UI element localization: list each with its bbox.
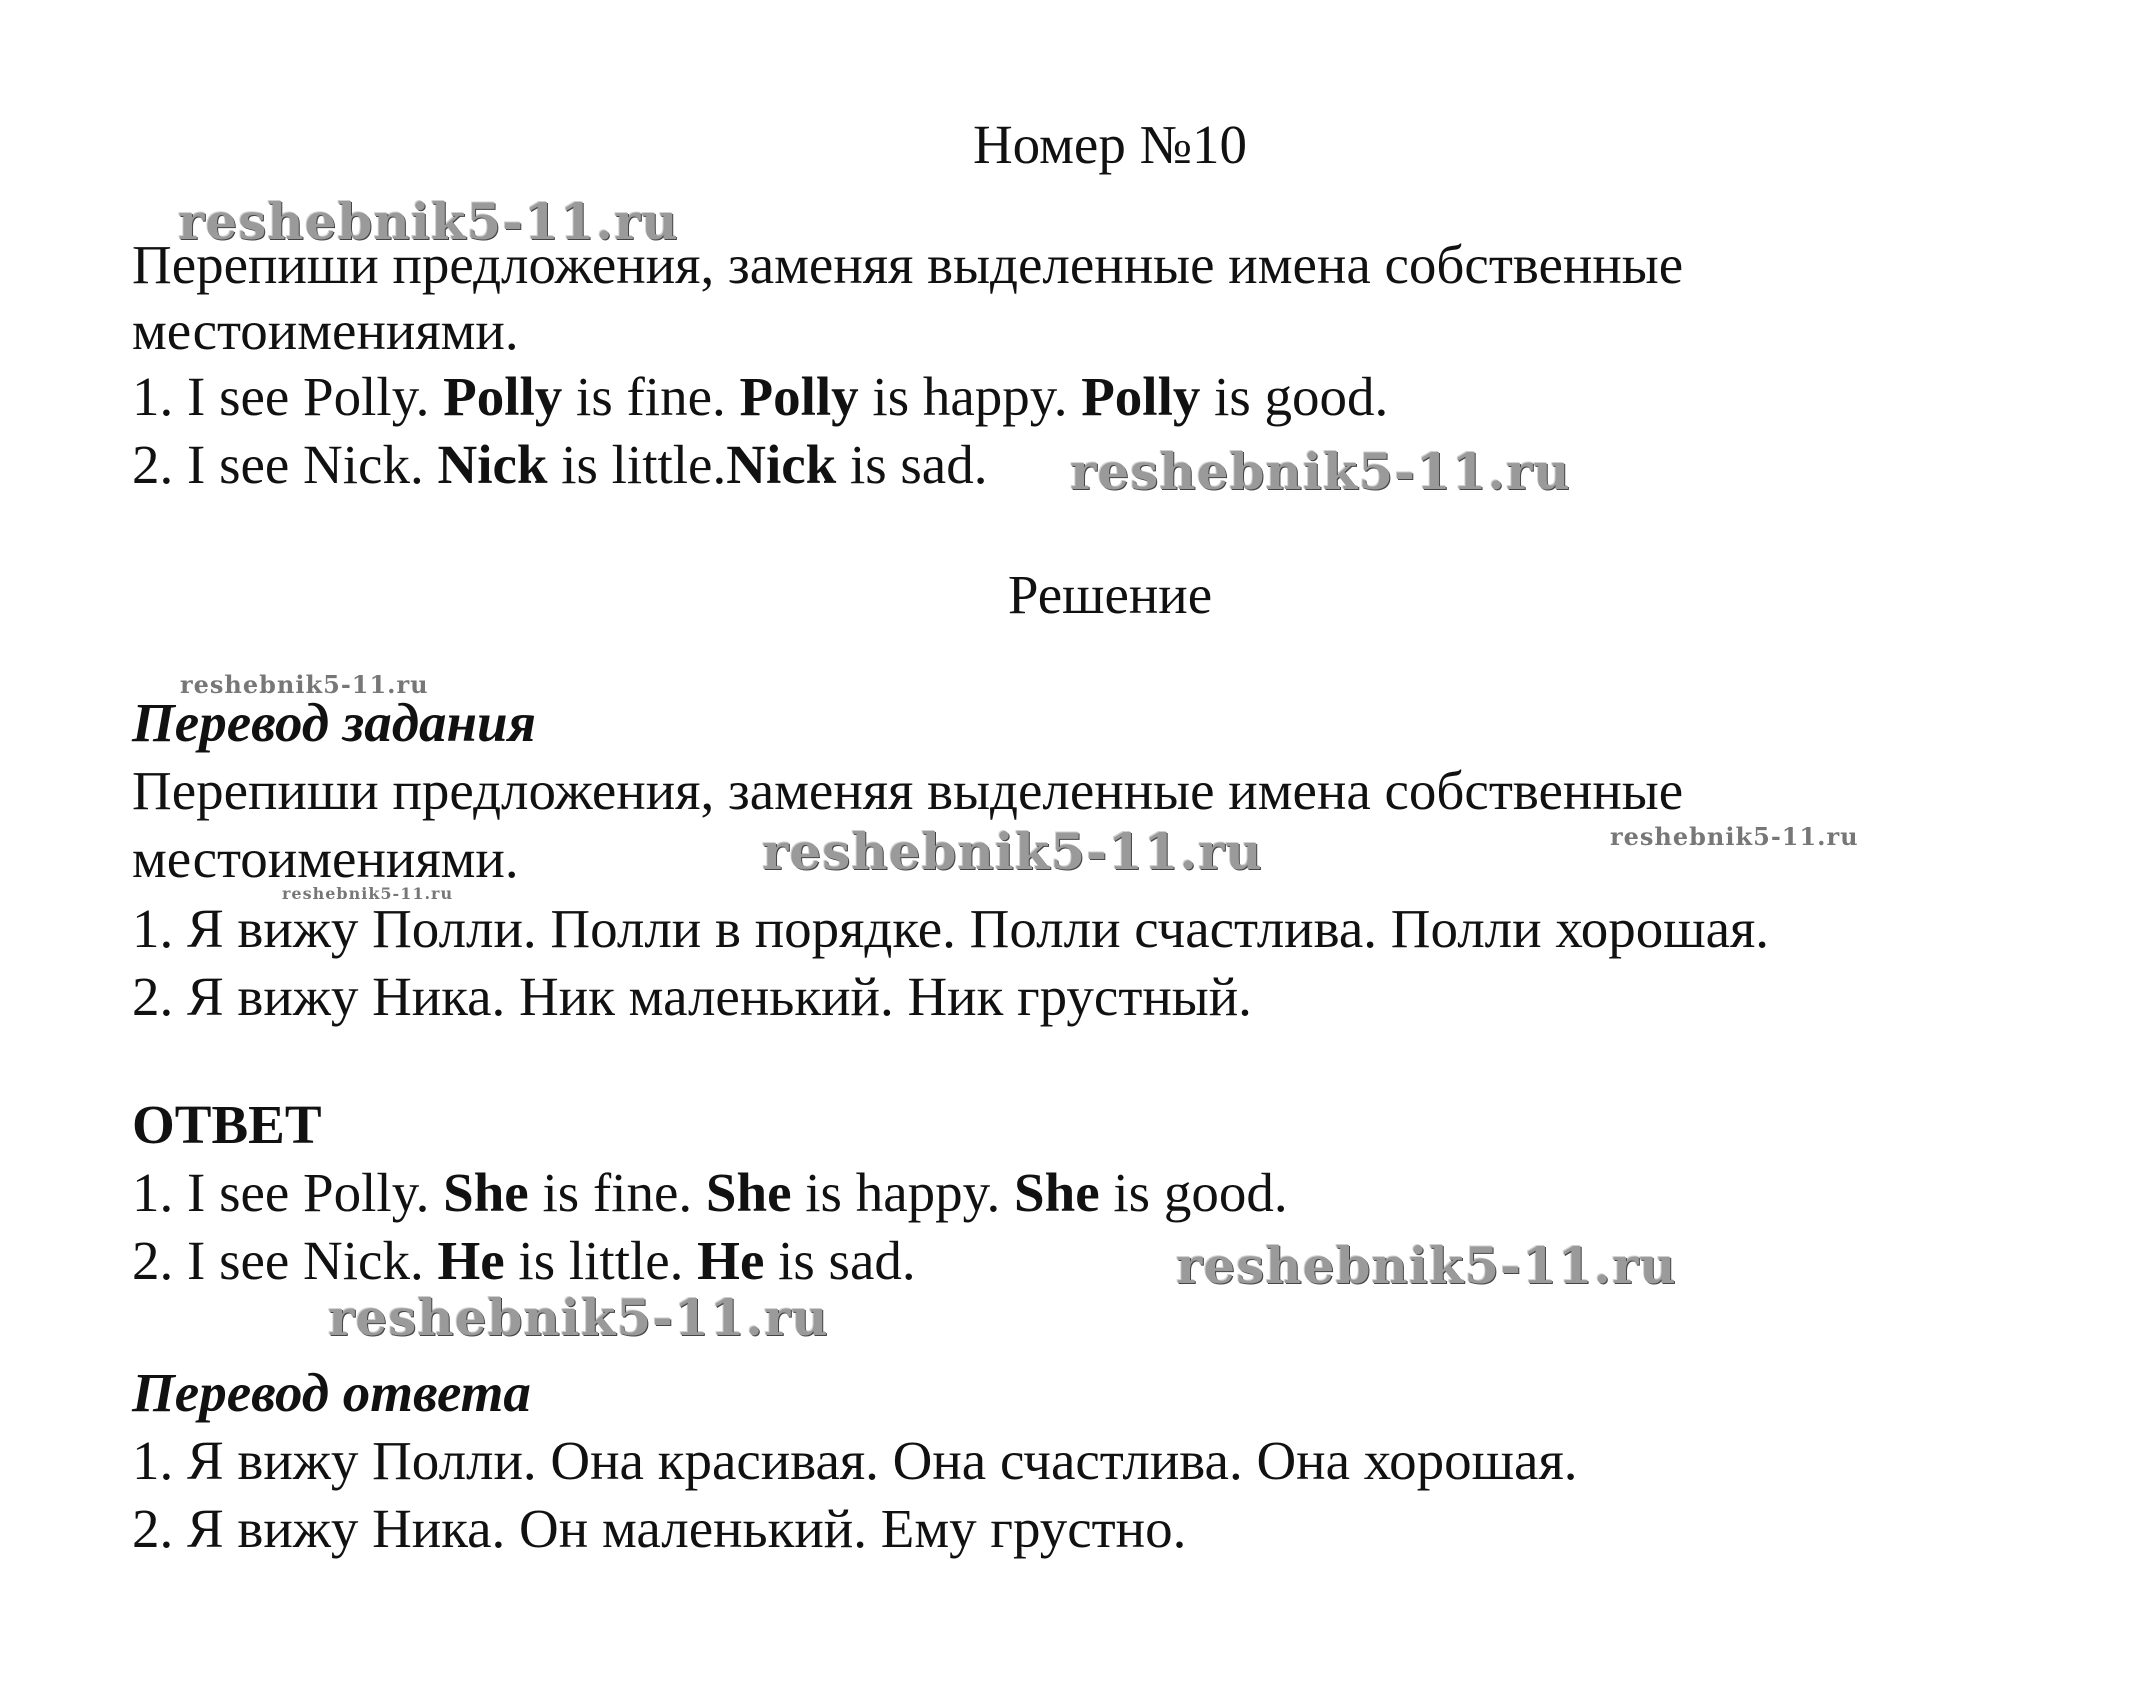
sentence-text: I see Polly. [187,1162,430,1223]
answer-heading: ОТВЕТ [132,1094,322,1155]
sentence-number: 2. [132,434,174,495]
sentence-number: 2. [132,1230,174,1291]
pronoun: She [443,1162,529,1223]
answer-translation-sentence-1: 1. Я вижу Полли. Она красивая. Она счастлива. Она хорошая. [132,1430,1578,1491]
highlighted-name: Polly [443,366,563,427]
highlighted-name: Polly [739,366,859,427]
task-sentence-1 [132,364,1388,430]
sentence-text: is good. [1214,366,1389,427]
watermark: reshebnik5-11.ru [1176,1236,1677,1295]
answer-translation-sentence-2: 2. Я вижу Ника. Он маленький. Ему грустно. [132,1498,1187,1559]
sentence-text: I see Nick. [187,434,424,495]
highlighted-name: Polly [1081,366,1201,427]
sentence-text: is little. [561,434,727,495]
task-sentence-2 [132,432,987,498]
task-instruction-line2: местоимениями. [132,300,519,361]
task-instruction-line1: Перепиши предложения, заменяя выделенные имена собственные [132,234,1684,295]
watermark: reshebnik5-11.ru [328,1288,829,1347]
sentence-number: 1. [132,366,174,427]
sentence-text: I see Nick. [187,1230,424,1291]
pronoun: He [437,1230,505,1291]
sentence-text: is fine. [542,1162,693,1223]
watermark: reshebnik5-11.ru [1610,822,1859,851]
watermark: reshebnik5-11.ru [282,884,454,903]
sentence-number: 1. [132,1162,174,1223]
pronoun: She [1014,1162,1100,1223]
answer-sentence-1 [132,1160,1288,1226]
sentence-text: I see Polly. [187,366,430,427]
task-translation-line1: Перепиши предложения, заменяя выделенные имена собственные [132,760,1684,821]
sentence-text: is happy. [872,366,1068,427]
page-title: Номер №10 [972,114,1248,175]
task-translation-heading: Перевод задания [132,692,536,753]
highlighted-name: Nick [437,434,548,495]
task-translation-line2: местоимениями. [132,828,519,889]
answer-sentence-2 [132,1228,916,1294]
watermark: reshebnik5-11.ru [1070,442,1571,501]
pronoun: He [697,1230,765,1291]
answer-translation-heading: Перевод ответа [132,1362,531,1423]
highlighted-name: Nick [726,434,837,495]
watermark: reshebnik5-11.ru [180,670,429,699]
sentence-text: is good. [1113,1162,1288,1223]
task-translation-sentence-2: 2. Я вижу Ника. Ник маленький. Ник грустный. [132,966,1252,1027]
watermark: reshebnik5-11.ru [762,822,1263,881]
sentence-text: is sad. [849,434,988,495]
solution-title: Решение [1007,564,1213,625]
sentence-text: is sad. [778,1230,916,1291]
sentence-text: is little. [518,1230,684,1291]
watermark: reshebnik5-11.ru [178,192,679,251]
task-translation-sentence-1: 1. Я вижу Полли. Полли в порядке. Полли счастлива. Полли хорошая. [132,898,1770,959]
pronoun: She [705,1162,792,1223]
sentence-text: is happy. [805,1162,1001,1223]
sentence-text: is fine. [576,366,726,427]
